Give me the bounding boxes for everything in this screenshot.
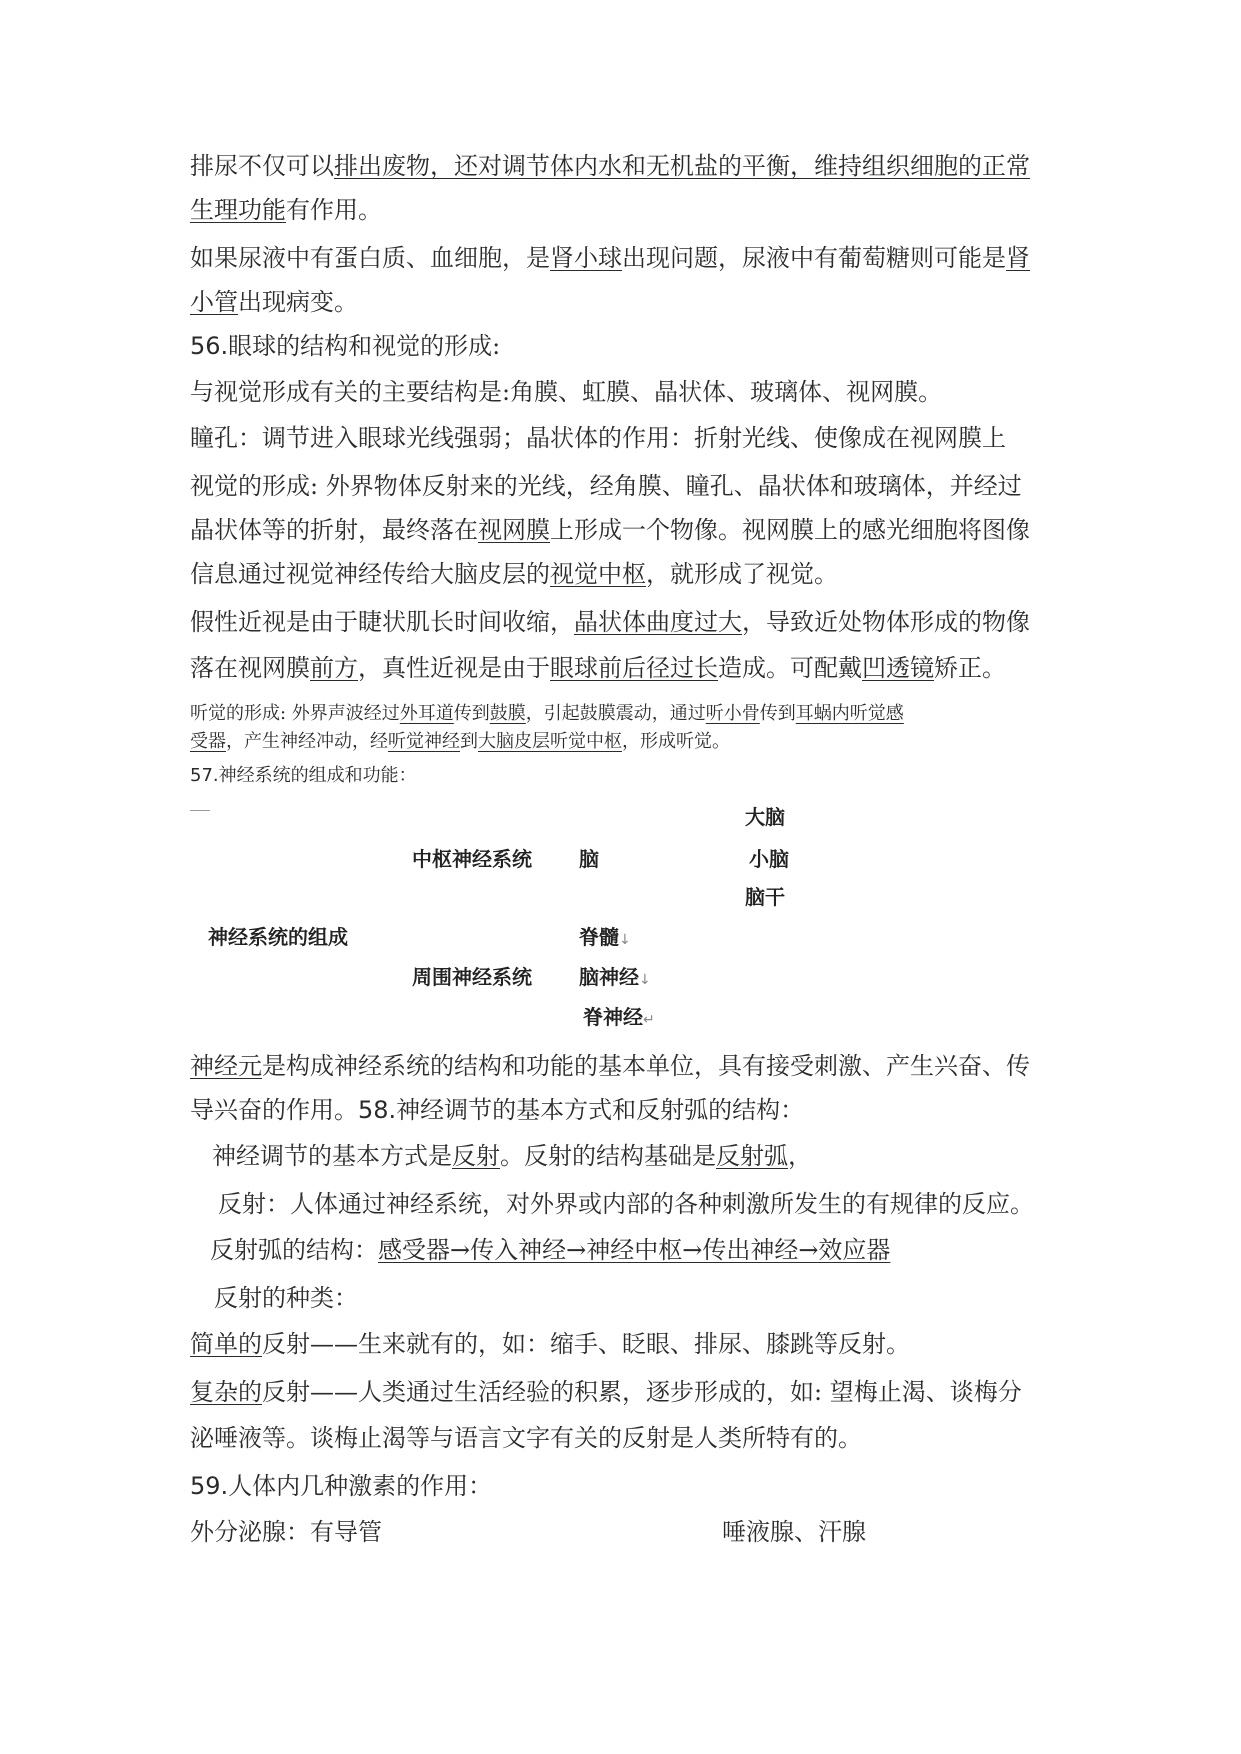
text-line: 假性近视是由于睫状肌长时间收缩，晶状体曲度过大，导致近处物体形成的物像 — [190, 608, 1030, 636]
text-line: 唾液腺、汗腺 — [722, 1518, 866, 1546]
text-line: 神经调节的基本方式是反射。反射的结构基础是反射弧， — [212, 1142, 812, 1170]
text-line: 晶状体等的折射，最终落在视网膜上形成一个物像。视网膜上的感光细胞将图像 — [190, 516, 1030, 544]
tree-cerebellum: 小脑 — [749, 847, 789, 871]
text-line: 生理功能有作用。 — [190, 196, 382, 224]
text-line: 外分泌腺：有导管 — [190, 1518, 382, 1546]
tree-peripheral-nervous-system: 周围神经系统 — [412, 965, 532, 989]
text-line: 落在视网膜前方，真性近视是由于眼球前后径过长造成。可配戴凹透镜矫正。 — [190, 654, 1006, 682]
text-line: 与视觉形成有关的主要结构是:角膜、虹膜、晶状体、玻璃体、视网膜。 — [190, 378, 943, 406]
text-line: 泌唾液等。谈梅止渴等与语言文字有关的反射是人类所特有的。 — [190, 1424, 862, 1452]
section-heading-56: 56.眼球的结构和视觉的形成: — [190, 332, 501, 360]
arrow-down-icon: ↓ — [639, 972, 651, 988]
section-heading-57: 57.神经系统的组成和功能： — [190, 765, 417, 786]
text-line: 反射：人体通过神经系统，对外界或内部的各种刺激所发生的有规律的反应。 — [218, 1190, 1034, 1218]
return-icon: ↵ — [643, 1012, 655, 1028]
text-line: 复杂的反射——人类通过生活经验的积累，逐步形成的，如: 望梅止渴、谈梅分 — [190, 1378, 1022, 1406]
tree-spinal-nerves: 脊神经↵ — [583, 1005, 655, 1029]
text-line: 视觉的形成: 外界物体反射来的光线，经角膜、瞳孔、晶状体和玻璃体，并经过 — [190, 472, 1022, 500]
tree-brainstem: 脑干 — [745, 885, 785, 909]
text-line: 反射弧的结构：感受器→传入神经→神经中枢→传出神经→效应器 — [210, 1236, 891, 1264]
section-heading-58: 导兴奋的作用。58.神经调节的基本方式和反射弧的结构： — [190, 1096, 805, 1124]
text-line: 瞳孔：调节进入眼球光线强弱；晶状体的作用：折射光线、使像成在视网膜上 — [190, 424, 1006, 452]
text-line-small: 听觉的形成: 外界声波经过外耳道传到鼓膜，引起鼓膜震动，通过听小骨传到耳蜗内听觉感 — [190, 703, 904, 724]
text-line: 反射的种类： — [214, 1284, 358, 1312]
arrow-down-icon: ↓ — [619, 932, 631, 948]
text-line: 排尿不仅可以排出废物，还对调节体内水和无机盐的平衡，维持组织细胞的正常 — [190, 152, 1030, 180]
tree-central-nervous-system: 中枢神经系统 — [412, 847, 532, 871]
text-line: 神经元是构成神经系统的结构和功能的基本单位，具有接受刺激、产生兴奋、传 — [190, 1052, 1030, 1080]
text-line: 小管出现病变。 — [190, 288, 358, 316]
text-line-small: 受器，产生神经冲动，经听觉神经到大脑皮层听觉中枢，形成听觉。 — [190, 731, 730, 752]
tree-spinal-cord: 脊髓↓ — [579, 925, 631, 949]
section-heading-59: 59.人体内几种激素的作用： — [190, 1472, 493, 1500]
text-line: 如果尿液中有蛋白质、血细胞，是肾小球出现问题，尿液中有葡萄糖则可能是肾 — [190, 244, 1030, 272]
text-line: 简单的反射——生来就有的，如：缩手、眨眼、排尿、膝跳等反射。 — [190, 1330, 910, 1358]
tree-root: 神经系统的组成 — [208, 925, 348, 949]
divider-mark — [190, 810, 210, 811]
tree-cranial-nerves: 脑神经↓ — [579, 965, 651, 989]
text-line: 信息通过视觉神经传给大脑皮层的视觉中枢，就形成了视觉。 — [190, 560, 838, 588]
tree-cerebrum: 大脑 — [745, 805, 785, 829]
tree-brain: 脑 — [579, 847, 599, 871]
